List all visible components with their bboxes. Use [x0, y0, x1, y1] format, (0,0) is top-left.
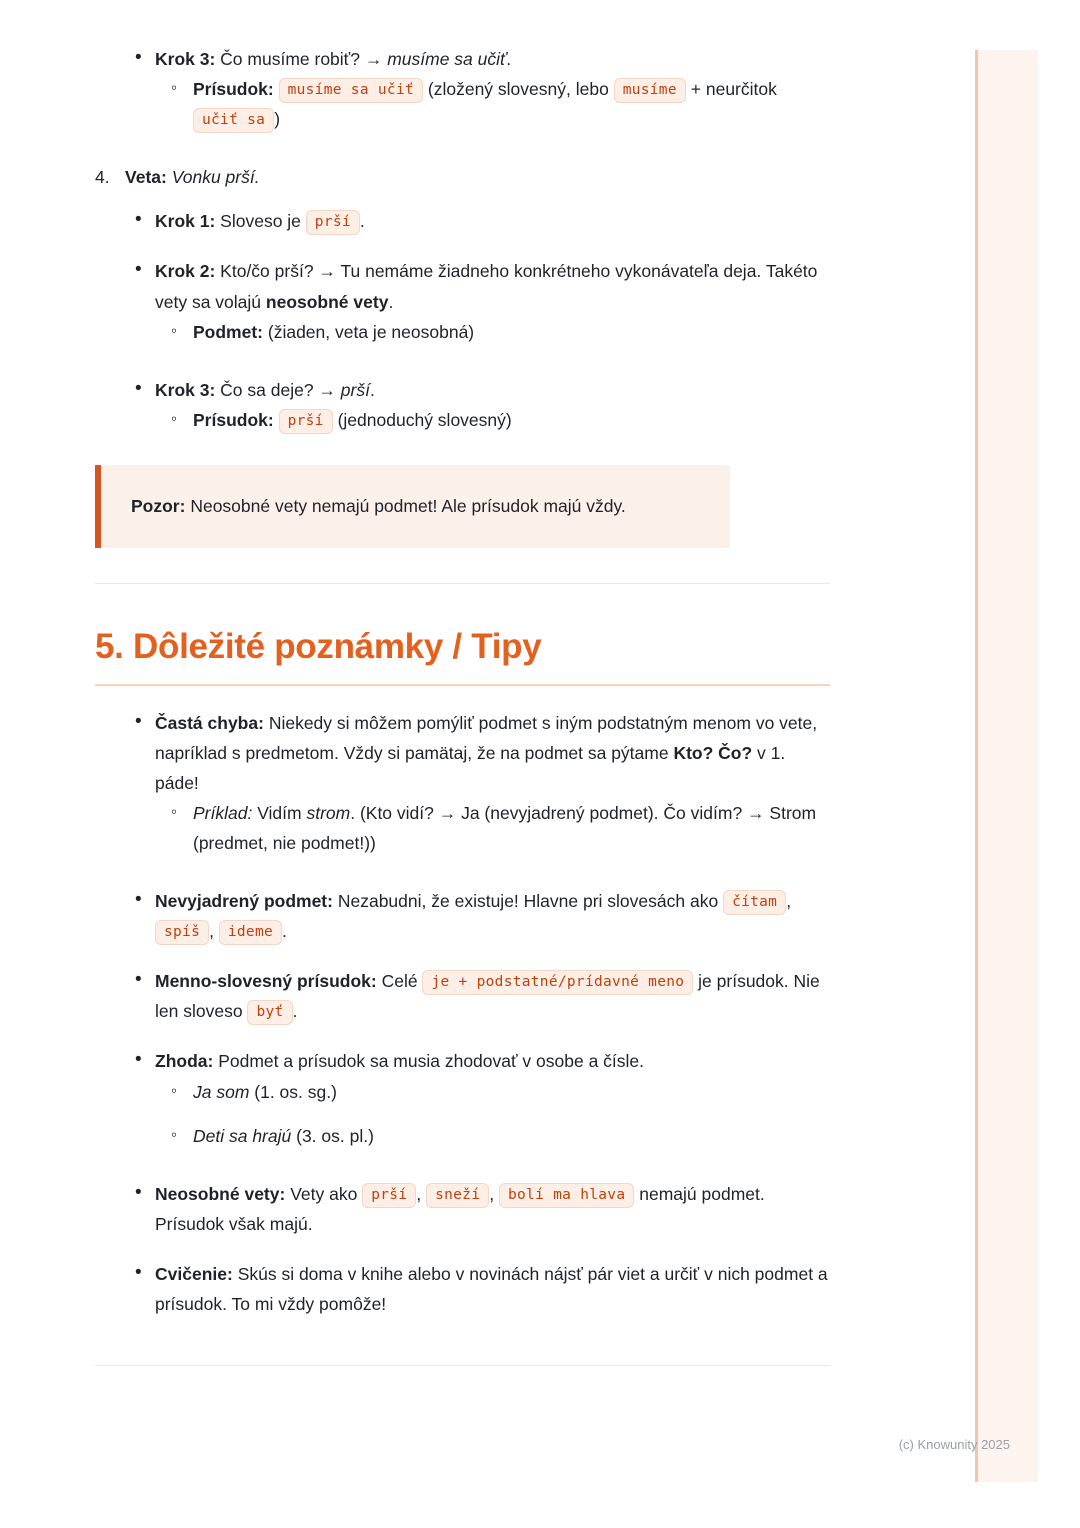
step-text-end: . — [388, 291, 394, 312]
callout-label: Pozor: — [131, 495, 186, 516]
tip-bold-term: Kto? Čo? — [673, 742, 753, 763]
numbered-sentence-list — [95, 162, 830, 192]
code-chip: prší — [279, 409, 333, 434]
footer-copyright: (c) Knowunity 2025 — [898, 1437, 1010, 1452]
list-item — [95, 256, 830, 346]
list-item — [95, 708, 830, 858]
spacer — [155, 1107, 830, 1121]
tip-sublist — [155, 1077, 830, 1151]
section5-content — [95, 708, 830, 1320]
podmet-label: Podmet: — [193, 321, 263, 342]
prisudok-text-3: neurčitok — [705, 79, 777, 100]
step-text-end: . — [359, 211, 365, 232]
list-item — [95, 44, 830, 134]
tip-text-end: . — [282, 921, 287, 942]
list-item — [95, 966, 830, 1026]
list-item — [95, 1259, 830, 1319]
step-text: Sloveso je — [220, 211, 301, 232]
tip-label: Nevyjadrený podmet: — [155, 891, 333, 912]
list-item — [155, 405, 830, 435]
step-text-end: . — [369, 379, 375, 400]
list-item — [95, 1179, 830, 1239]
prisudok-label: Prísudok: — [193, 79, 274, 100]
example-text-end: . (Kto vidí? → Ja (nevyjadrený podmet). Čo vidím? → Strom (predmet, nie podmet!)) — [193, 802, 817, 853]
tip-text: Niekedy si môžem pomýliť podmet s iným podstatným menom vo vete, napríklad s predmetom. Vždy si pamätaj, že na podmet sa pýtame — [155, 712, 818, 763]
veta-label: Veta: — [125, 167, 167, 188]
step-text: Kto/čo prší? → Tu nemáme žiadneho konkrétneho vykonávateľa deja. Takéto vety sa volajú — [155, 261, 818, 312]
agreement-example-italic: Deti sa hrajú — [193, 1125, 292, 1146]
code-separator: , — [209, 921, 214, 942]
step-label: Krok 3: — [155, 379, 216, 400]
prisudok-label: Prísudok: — [193, 409, 274, 430]
list-number: 4. — [95, 167, 110, 188]
code-chip: byť — [247, 1000, 292, 1025]
list-item — [155, 798, 830, 858]
step-text-end: . — [506, 49, 512, 69]
prisudok-text-2: + — [690, 79, 701, 100]
veta-sentence: Vonku prší. — [171, 167, 260, 188]
tip-label: Menno-slovesný prísudok: — [155, 971, 377, 992]
code-chip: sneží — [426, 1183, 489, 1208]
code-chip: ideme — [219, 920, 282, 945]
code-chip: musíme — [614, 78, 686, 103]
callout-text: Neosobné vety nemajú podmet! Ale prísudok majú vždy. — [190, 495, 626, 516]
tip-text-end: v 1. páde! — [155, 742, 786, 793]
tip-label: Častá chyba: — [155, 712, 264, 733]
tip-text: Nezabudni, že existuje! Hlavne pri slovesách ako — [337, 891, 719, 912]
step-text: Čo sa deje? → — [220, 379, 341, 400]
tip-text-c: . — [292, 1001, 298, 1022]
prisudok-text-1: (zložený slovesný, lebo — [427, 79, 609, 100]
example-text: Vidím — [252, 802, 307, 823]
step-bold-term: neosobné vety — [265, 291, 389, 312]
spacer — [95, 864, 830, 886]
example-label: Príklad: — [193, 802, 253, 823]
list-item — [155, 1121, 830, 1151]
list-item — [155, 74, 830, 134]
spacer — [95, 1157, 830, 1179]
tip-text-b: nemajú podmet. Prísudok však majú. — [155, 1183, 765, 1234]
steps-list-veta4 — [95, 206, 830, 435]
step-label: Krok 1: — [155, 211, 216, 232]
tip-sublist — [155, 798, 830, 858]
page-title: 5. Dôležité poznámky / Tipy — [95, 626, 542, 666]
substeps-list — [155, 74, 830, 134]
tip-label: Zhoda: — [155, 1051, 214, 1072]
list-item — [95, 162, 830, 192]
substeps-list — [155, 317, 830, 347]
code-chip: prší — [362, 1183, 416, 1208]
list-item — [155, 1077, 830, 1107]
code-chip: učiť sa — [193, 108, 274, 133]
step-label: Krok 3: — [155, 49, 216, 69]
prisudok-text-4: ) — [274, 109, 281, 130]
document-content — [95, 44, 830, 435]
spacer — [95, 1032, 830, 1046]
step-label: Krok 2: — [155, 261, 216, 282]
tip-text-a: Vety ako — [290, 1183, 358, 1204]
substeps-list — [155, 405, 830, 435]
decorative-right-panel — [975, 50, 1038, 1482]
section-heading-block — [95, 626, 830, 686]
list-item — [95, 886, 830, 946]
code-chip: musíme sa učiť — [279, 78, 423, 103]
spacer — [0, 1325, 945, 1365]
spacer — [0, 686, 945, 708]
steps-list-continuation — [95, 44, 830, 134]
agreement-example-rest: (3. os. pl.) — [291, 1125, 374, 1146]
code-chip: čítam — [723, 890, 786, 915]
code-separator: , — [489, 1183, 495, 1204]
tip-text: Skús si doma v knihe alebo v novinách nájsť pár viet a určiť v nich podmet a prísudok. To mi vždy pomôže! — [155, 1263, 828, 1314]
step-text: Čo musíme robiť? → — [220, 49, 388, 69]
list-item — [95, 1046, 830, 1150]
tip-label: Neosobné vety: — [155, 1183, 286, 1204]
spacer — [95, 242, 830, 256]
spacer — [95, 353, 830, 375]
spacer — [0, 548, 945, 583]
tips-list — [95, 708, 830, 1320]
code-separator: , — [416, 1183, 422, 1204]
list-item — [95, 206, 830, 236]
spacer — [95, 1245, 830, 1259]
list-item — [155, 317, 830, 347]
tip-text-b: je prísudok. Nie len sloveso — [155, 971, 820, 1022]
list-item — [95, 375, 830, 435]
tip-text: Podmet a prísudok sa musia zhodovať v osobe a čísle. — [218, 1051, 645, 1072]
spacer — [95, 140, 830, 162]
code-chip: je + podstatné/prídavné meno — [422, 970, 693, 995]
agreement-example-rest: (1. os. sg.) — [249, 1081, 337, 1102]
tip-text-a: Celé — [381, 971, 418, 992]
podmet-text: (žiaden, veta je neosobná) — [267, 321, 475, 342]
example-italic: strom — [306, 802, 351, 823]
prisudok-text: (jednoduchý slovesný) — [337, 409, 512, 430]
spacer — [0, 584, 945, 626]
code-chip: spíš — [155, 920, 209, 945]
agreement-example-italic: Ja som — [193, 1081, 250, 1102]
code-chip: bolí ma hlava — [499, 1183, 634, 1208]
step-italic: musíme sa učiť — [387, 49, 507, 69]
spacer — [95, 192, 830, 206]
section-divider-bottom — [95, 1365, 830, 1366]
code-chip: prší — [306, 210, 360, 235]
code-separator: , — [786, 891, 792, 912]
spacer — [95, 952, 830, 966]
step-italic: prší — [340, 379, 370, 400]
warning-callout — [95, 465, 730, 548]
tip-label: Cvičenie: — [155, 1263, 233, 1284]
